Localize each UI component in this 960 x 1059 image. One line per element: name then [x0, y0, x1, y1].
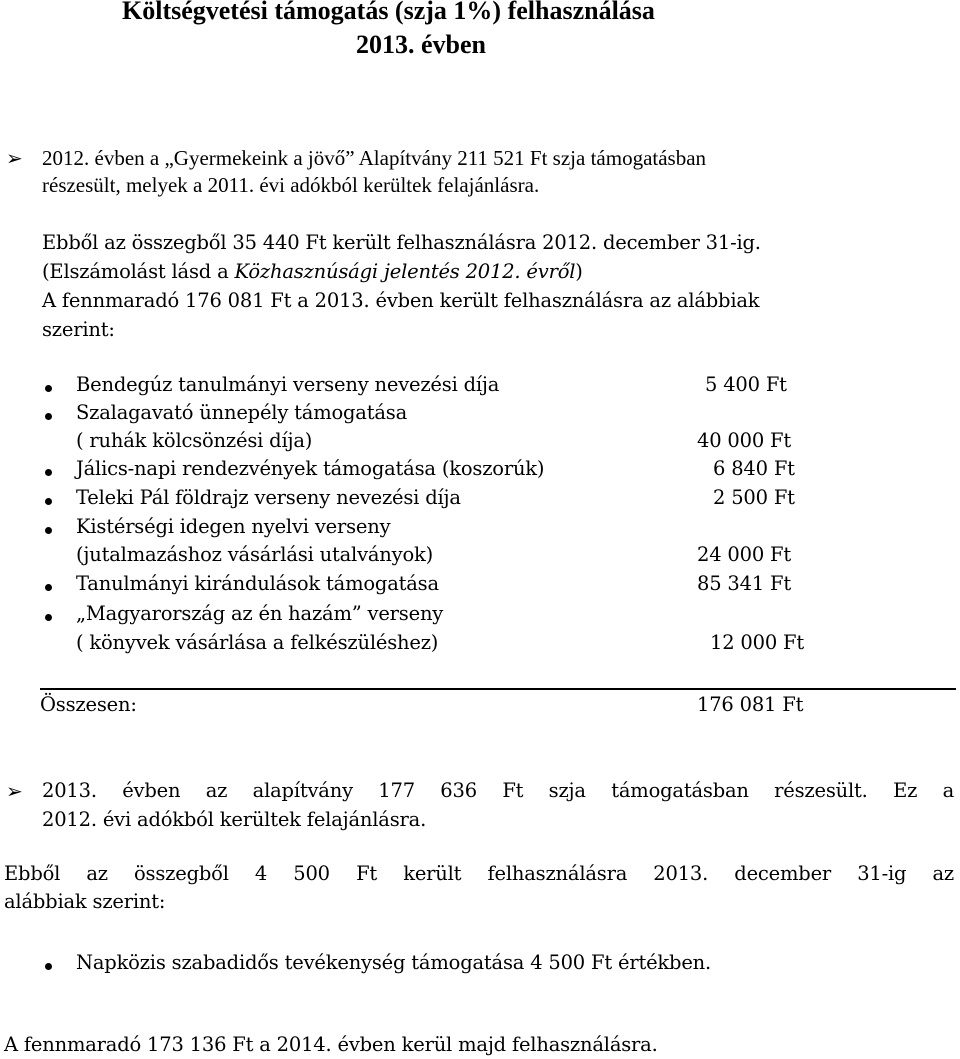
list-item: Szalagavató ünnepély támogatása [76, 401, 408, 424]
list-item-amount: 12 000 Ft [710, 631, 804, 654]
list-item-amount: 5 400 Ft [705, 373, 787, 396]
bullet-icon [45, 385, 52, 392]
total-amount: 176 081 Ft [697, 693, 804, 716]
paragraph-2013-line2: 2012. évi adókból kerültek felajánlásra. [42, 808, 427, 831]
list-item-amount: 2 500 Ft [713, 486, 795, 509]
text-segment: ) [575, 260, 583, 283]
paragraph-2012-line2: részesült, melyek a 2011. évi adókból kerültek felajánlásra. [42, 173, 540, 197]
list-item-amount: 85 341 Ft [697, 572, 791, 595]
page-title-line1: Költségvetési támogatás (szja 1%) felhasználása [122, 0, 655, 25]
list-item-detail: (jutalmazáshoz vásárlási utalványok) [76, 543, 434, 566]
bullet-icon [45, 413, 52, 420]
text-segment: (Elszámolást lásd a [42, 260, 235, 283]
list-item: Jálics-napi rendezvények támogatása (koszorúk) [76, 457, 545, 480]
bullet-icon [45, 963, 52, 970]
list-item: Teleki Pál földrajz verseny nevezési díja [76, 486, 461, 509]
list-item-detail: ( ruhák kölcsönzési díja) [76, 429, 313, 452]
bullet-icon [45, 584, 52, 591]
list-item: Tanulmányi kirándulások támogatása [76, 572, 439, 595]
list-item-detail: ( könyvek vásárlása a felkészüléshez) [76, 631, 439, 654]
paragraph-2012-line1: 2012. évben a „Gyermekeink a jövő” Alapítvány 211 521 Ft szja támogatásban [42, 146, 707, 170]
bullet-icon [45, 469, 52, 476]
total-label: Összesen: [40, 693, 137, 716]
paragraph-2013-line1: 2013. évben az alapítvány 177 636 Ft szja támogatásban részesült. Ez a [42, 779, 954, 802]
list-item-amount: 24 000 Ft [697, 543, 791, 566]
paragraph-2013-usage-line1: Ebből az összegből 4 500 Ft került felhasználásra 2013. december 31-ig az [4, 862, 954, 885]
list-item-2013: Napközis szabadidős tevékenység támogatása 4 500 Ft értékben. [76, 951, 712, 974]
bullet-icon [45, 614, 52, 621]
list-item-amount: 6 840 Ft [713, 457, 795, 480]
page-title-line2: 2013. évben [356, 30, 486, 59]
list-item: Bendegúz tanulmányi verseny nevezési díja [76, 373, 500, 396]
arrow-bullet-icon: ➢ [6, 146, 23, 170]
report-title-italic: Közhasznúsági jelentés 2012. évről [234, 260, 576, 283]
bullet-icon [45, 498, 52, 505]
arrow-bullet-icon: ➢ [6, 779, 23, 803]
total-divider [40, 688, 956, 690]
paragraph-2012-usage-line2 [42, 260, 583, 283]
paragraph-2012-usage-line1: Ebből az összegből 35 440 Ft került felhasználásra 2012. december 31-ig. [42, 231, 761, 254]
bullet-icon [45, 527, 52, 534]
paragraph-2012-usage-line3: A fennmaradó 176 081 Ft a 2013. évben került felhasználásra az alábbiak [42, 289, 760, 312]
list-item: Kistérségi idegen nyelvi verseny [76, 515, 391, 538]
closing-paragraph: A fennmaradó 173 136 Ft a 2014. évben kerül majd felhasználásra. [4, 1033, 658, 1056]
paragraph-2013-usage-line2: alábbiak szerint: [4, 890, 166, 913]
list-item-amount: 40 000 Ft [697, 429, 791, 452]
paragraph-2012-usage-line4: szerint: [42, 318, 115, 341]
list-item: „Magyarország az én hazám” verseny [76, 602, 444, 625]
